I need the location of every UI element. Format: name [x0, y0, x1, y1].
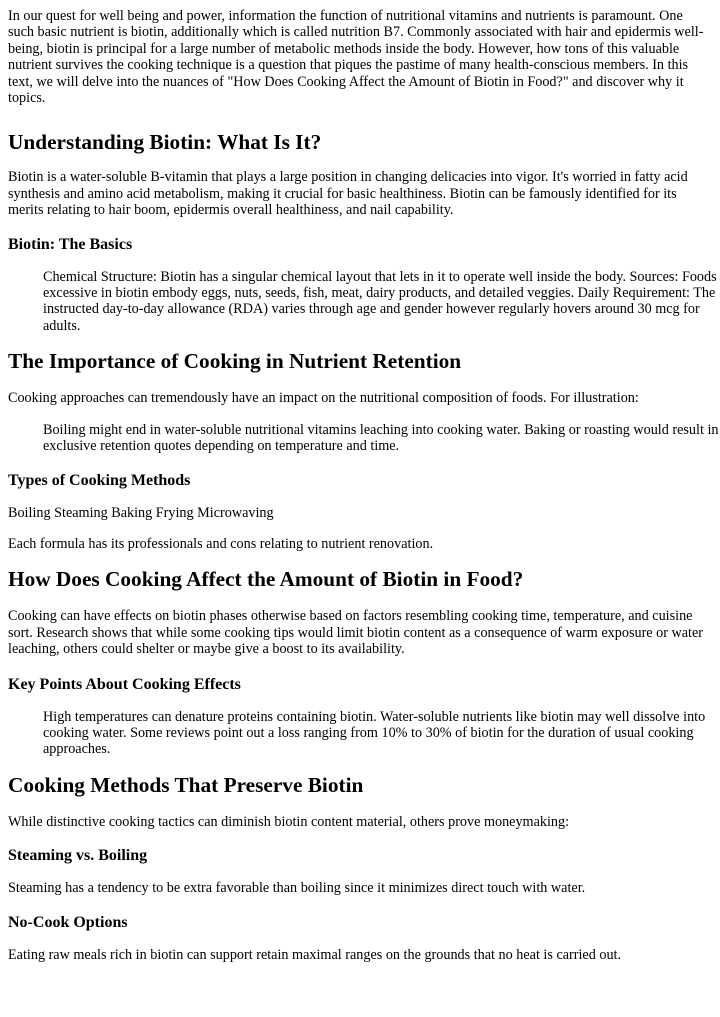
basics-blockquote: Chemical Structure: Biotin has a singular chemical layout that lets in it to operate well inside the body. Sources: Foods excessive in biotin embody eggs, nuts, seeds, fish, meat, dairy products, and detailed veggies. Daily Requirement: The instructed day-to-day allowance (RDA) varies through age and gender however regularly hovers around 30 mcg for adults.	[43, 268, 717, 334]
heading-biotin-basics: Biotin: The Basics	[8, 235, 133, 253]
heading-types-of-cooking: Types of Cooking Methods	[8, 471, 191, 489]
heading-methods-that-preserve: Cooking Methods That Preserve Biotin	[8, 772, 364, 797]
heading-understanding-biotin: Understanding Biotin: What Is It?	[8, 130, 322, 155]
preserve-paragraph: While distinctive cooking tactics can diminish biotin content material, others prove moneymaking:	[8, 813, 570, 830]
no-cook-paragraph: Eating raw meals rich in biotin can support retain maximal ranges on the grounds that no heat is carried out.	[8, 946, 622, 963]
heading-no-cook-options: No-Cook Options	[8, 913, 128, 931]
understanding-paragraph: Biotin is a water-soluble B-vitamin that plays a large position in changing delicacies into vigor. It's worried in fatty acid synthesis and amino acid metabolism, making it crucial for basic healthiness. Biotin can be famously identified for its merits relating to hair boom, epidermis overall healthiness, and nail capability.	[8, 169, 688, 219]
heading-how-cooking-affects-biotin: How Does Cooking Affect the Amount of Biotin in Food?	[8, 567, 524, 592]
heading-importance-of-cooking: The Importance of Cooking in Nutrient Retention	[8, 349, 462, 374]
importance-blockquote: Boiling might end in water-soluble nutritional vitamins leaching into cooking water. Baking or roasting would result in exclusive retention quotes depending on temperature and time.	[43, 421, 719, 455]
steaming-paragraph: Steaming has a tendency to be extra favorable than boiling since it minimizes direct touch with water.	[8, 880, 586, 897]
key-points-blockquote: High temperatures can denature proteins containing biotin. Water-soluble nutrients like biotin may well dissolve into cooking water. Some reviews point out a loss ranging from 10% to 30% of biotin for the duration of usual cooking approaches.	[43, 708, 706, 758]
cooking-methods-list: Boiling Steaming Baking Frying Microwaving	[8, 504, 274, 521]
heading-steaming-vs-boiling: Steaming vs. Boiling	[8, 847, 148, 865]
heading-key-points: Key Points About Cooking Effects	[8, 675, 241, 693]
importance-paragraph: Cooking approaches can tremendously have an impact on the nutritional composition of foods. For illustration:	[8, 390, 639, 407]
effects-paragraph: Cooking can have effects on biotin phases otherwise based on factors resembling cooking time, temperature, and cuisine sort. Research shows that while some cooking tips would limit biotin content as a consequence of warm exposure or water leaching, others could shelter or maybe give a boost to its availability.	[8, 608, 704, 658]
methods-note-paragraph: Each formula has its professionals and cons relating to nutrient renovation.	[8, 535, 434, 552]
intro-paragraph: In our quest for well being and power, information the function of nutritional vitamins and nutrients is paramount. One such basic nutrient is biotin, additionally which is called nutrition B7. Commonly associated with hair and epidermis well-being, biotin is principal for a large number of metabolic methods inside the body. However, how tons of this valuable nutrient survives the cooking technique is a question that piques the pastime of many health-conscious members. In this text, we will delve into the nuances of "How Does Cooking Affect the Amount of Biotin in Food?" and discover why it topics.	[8, 8, 704, 107]
